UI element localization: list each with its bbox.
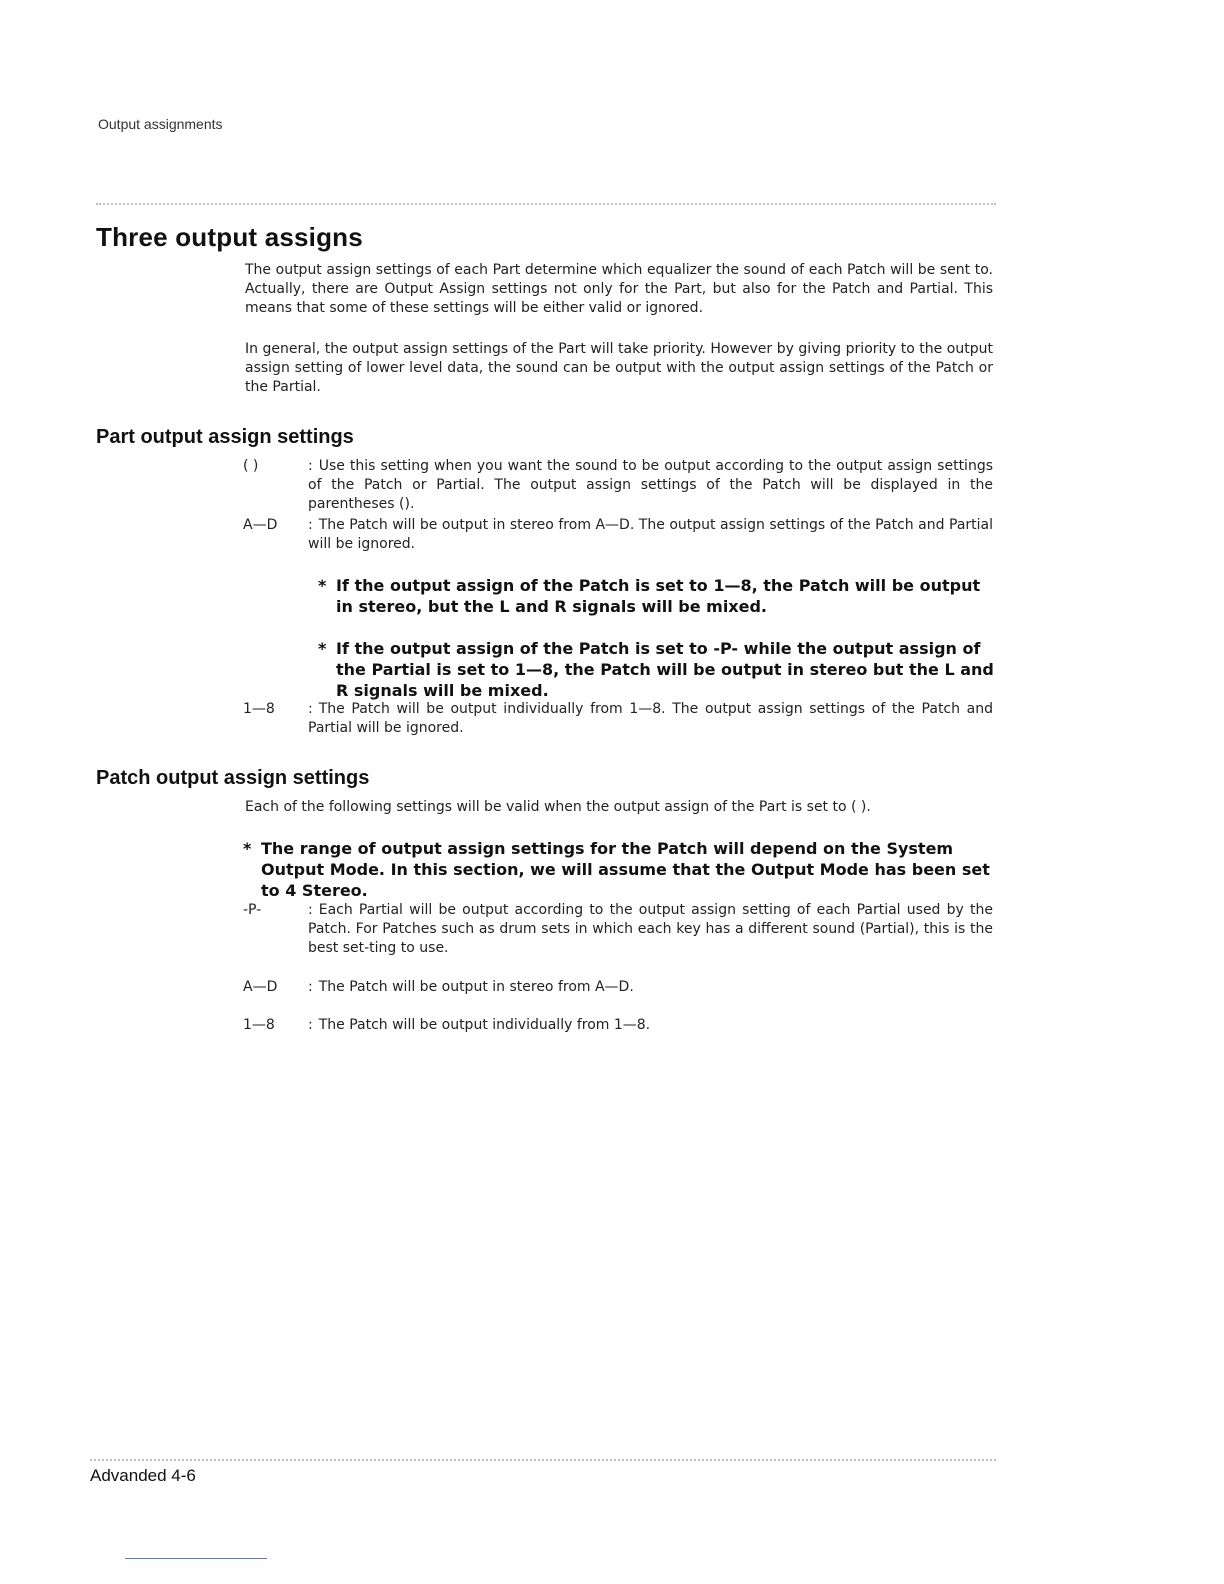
- footer-underline: [125, 1558, 267, 1559]
- setting-description: : Use this setting when you want the sound to be output according to the output assign settings of the Patch or Partial. The output assign settings of the Patch will be displayed in the parentheses ().: [308, 458, 993, 512]
- colon-mark: :: [308, 902, 313, 918]
- bottom-divider: [90, 1459, 996, 1461]
- setting-description: : The Patch will be output in stereo from A—D.: [308, 979, 634, 995]
- top-divider: [96, 203, 996, 205]
- setting-description: : The Patch will be output in stereo from A—D. The output assign settings of the Patch and Partial will be ignored.: [308, 517, 993, 552]
- patch-intro-paragraph: Each of the following settings will be valid when the output assign of the Part is set to ( ).: [245, 799, 871, 815]
- bullet-star-icon: *: [318, 639, 327, 658]
- intro-paragraph-2: In general, the output assign settings of the Part will take priority. However by giving priority to the output assign setting of lower level data, the sound can be output with the output assign settings of the Patch or the Partial.: [245, 341, 993, 395]
- section-title-part-output: Part output assign settings: [96, 426, 354, 448]
- setting-term: A—D: [243, 517, 278, 533]
- setting-term: -P-: [243, 902, 262, 918]
- colon-mark: :: [308, 1017, 313, 1033]
- colon-mark: :: [308, 458, 313, 474]
- colon-mark: :: [308, 517, 313, 533]
- setting-description: : Each Partial will be output according to the output assign setting of each Partial used by the Patch. For Patches such as drum sets in which each key has a different sound (Partial), this is the best set-ting to use.: [308, 902, 993, 956]
- part-note-1: [318, 575, 994, 617]
- section-title-three-output-assigns: Three output assigns: [96, 222, 363, 252]
- note-text: If the output assign of the Patch is set to 1—8, the Patch will be output in stereo, but the L and R signals will be mixed.: [336, 576, 981, 616]
- running-header: Output assignments: [98, 116, 223, 132]
- colon-mark: :: [308, 979, 313, 995]
- setting-term: A—D: [243, 979, 278, 995]
- setting-term: 1—8: [243, 701, 275, 717]
- section-title-patch-output: Patch output assign settings: [96, 767, 370, 789]
- colon-mark: :: [308, 701, 313, 717]
- bullet-star-icon: *: [318, 576, 327, 595]
- page-footer-label: Advanded 4-6: [90, 1466, 196, 1485]
- bullet-star-icon: *: [243, 839, 252, 858]
- setting-term: 1—8: [243, 1017, 275, 1033]
- note-text: If the output assign of the Patch is set to -P- while the output assign of the Partial is set to 1—8, the Patch will be output in stereo but the L and R signals will be mixed.: [336, 639, 994, 700]
- setting-description: : The Patch will be output individually from 1—8. The output assign settings of the Patch and Partial will be ignored.: [308, 701, 993, 736]
- patch-note: [243, 838, 995, 901]
- setting-term: ( ): [243, 458, 259, 474]
- part-note-2: [318, 638, 994, 701]
- setting-description: : The Patch will be output individually from 1—8.: [308, 1017, 651, 1033]
- note-text: The range of output assign settings for the Patch will depend on the System Output Mode. In this section, we will assume that the Output Mode has been set to 4 Stereo.: [261, 839, 990, 900]
- intro-paragraph-1: The output assign settings of each Part determine which equalizer the sound of each Patch will be sent to. Actually, there are Output Assign settings not only for the Part, but also for the Patch and Partial. This means that some of these settings will be either valid or ignored.: [245, 262, 993, 316]
